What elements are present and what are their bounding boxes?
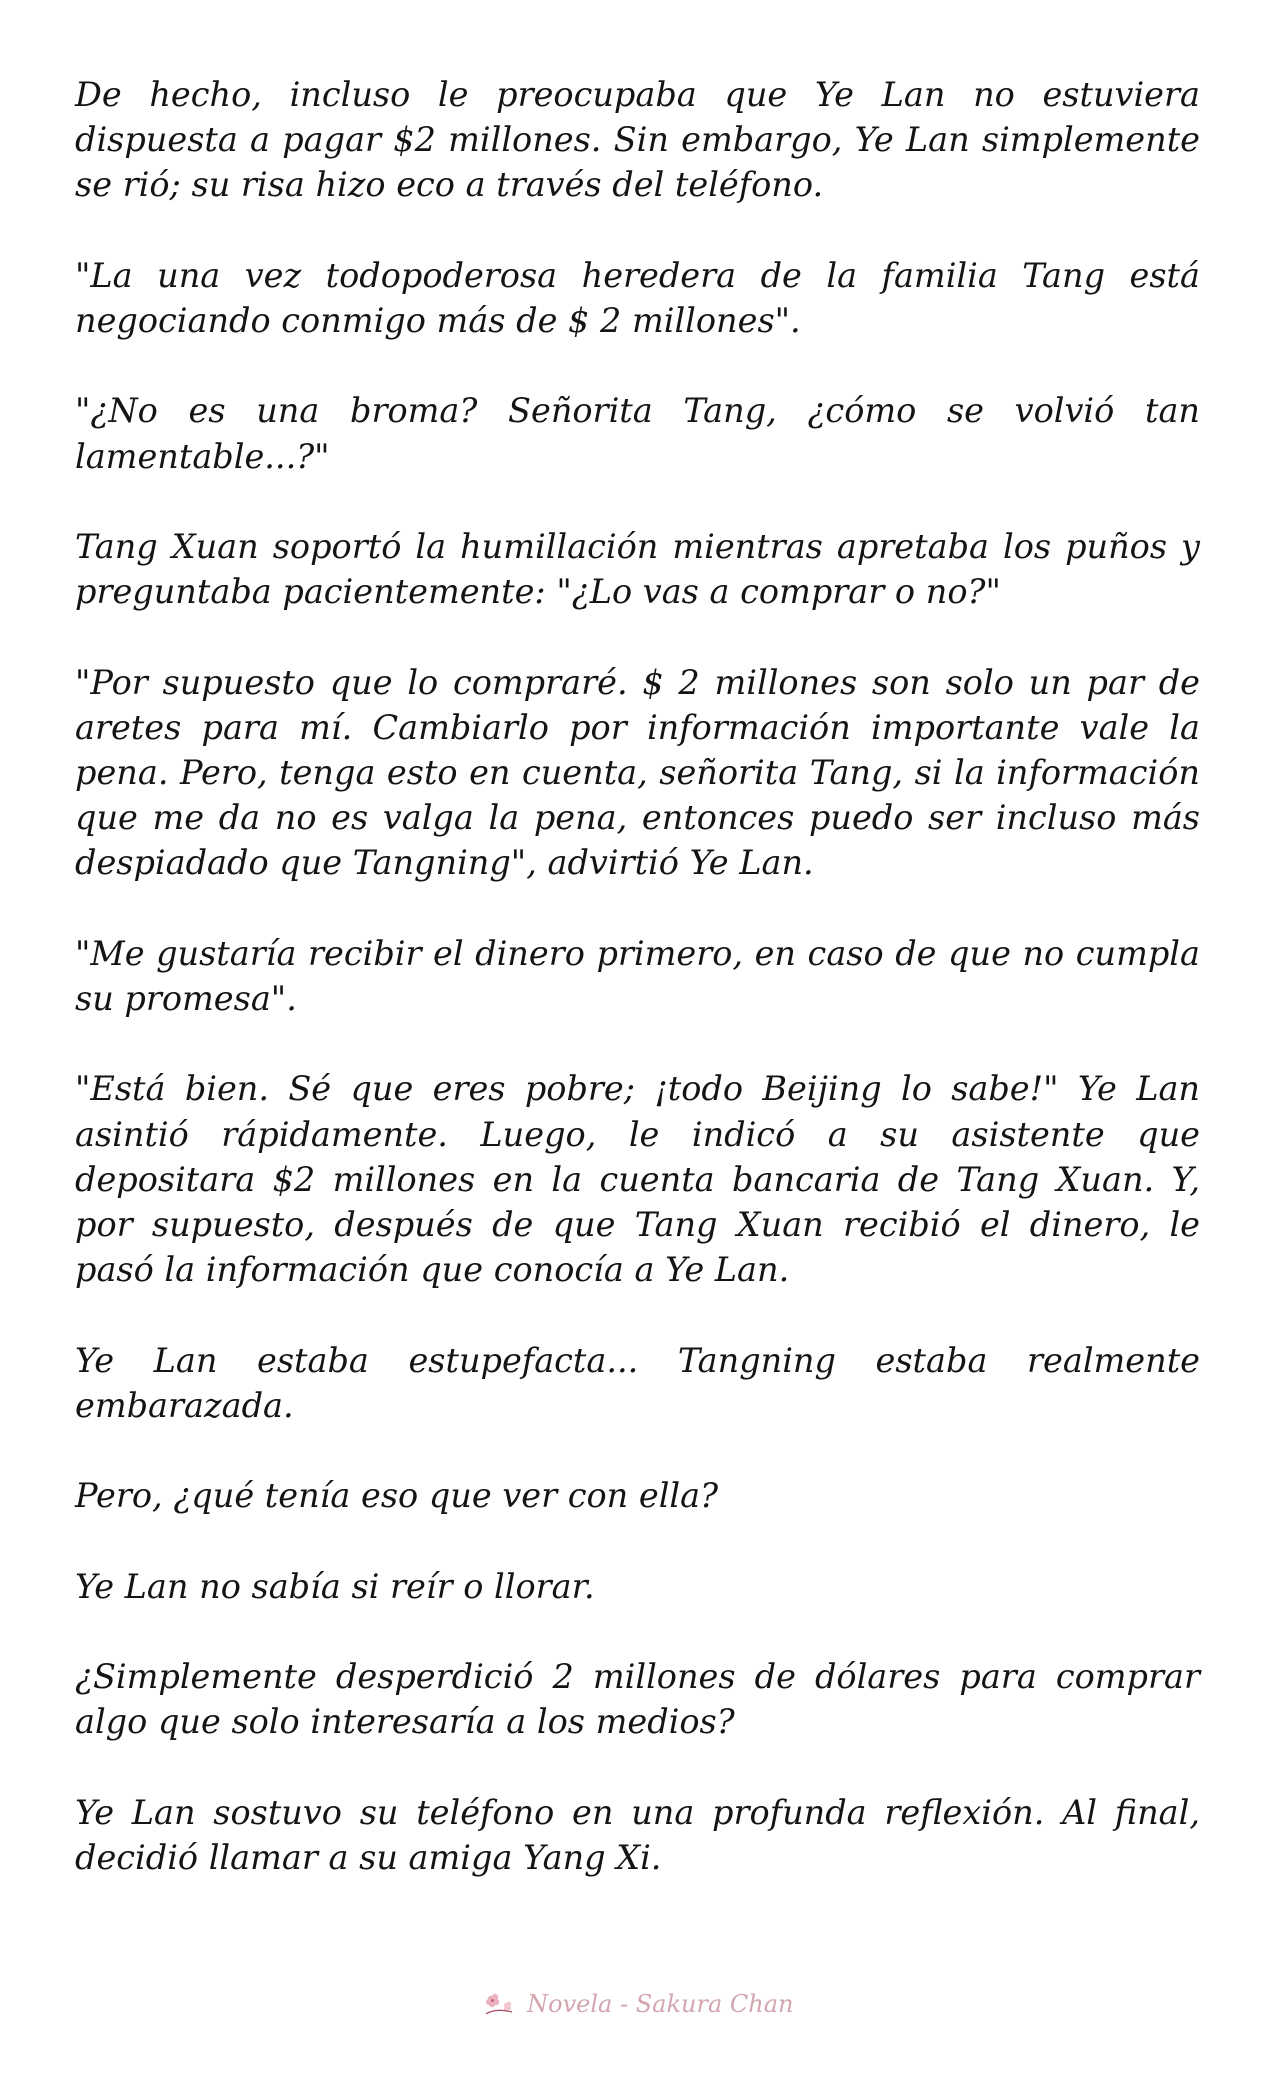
paragraph-1: De hecho, incluso le preocupaba que Ye Lan no estuviera dispuesta a pagar $2 millones. Sin embargo, Ye Lan simplemente se rió; su risa hizo eco a través del teléfono. bbox=[75, 75, 1200, 205]
paragraph-8: Ye Lan estaba estupefacta... Tangning estaba realmente embarazada. bbox=[75, 1340, 1200, 1425]
watermark-text: Novela - Sakura Chan bbox=[527, 1990, 794, 2018]
paragraph-3: "¿No es una broma? Señorita Tang, ¿cómo se volvió tan lamentable...?" bbox=[75, 391, 1200, 476]
document-body bbox=[75, 72, 1200, 1880]
paragraph-6: "Me gustaría recibir el dinero primero, en caso de que no cumpla su promesa". bbox=[75, 933, 1200, 1018]
paragraph-4: Tang Xuan soportó la humillación mientras apretaba los puños y preguntaba pacientemente: "¿Lo vas a comprar o no?" bbox=[75, 526, 1200, 612]
paragraph-10: Ye Lan no sabía si reír o llorar. bbox=[75, 1566, 595, 1606]
paragraph-5: "Por supuesto que lo compraré. $ 2 millones son solo un par de aretes para mí. Cambiarlo por información importante vale la pena. Pero, tenga esto en cuenta, señorita Tang, si la información que me da no es valga la pena, entonces puedo ser incluso más despiadado que Tangning", advirtió Ye Lan. bbox=[75, 662, 1200, 883]
paragraph-2: "La una vez todopoderosa heredera de la familia Tang está negociando conmigo más de $ 2 millones". bbox=[75, 255, 1200, 340]
paragraph-11: ¿Simplemente desperdició 2 millones de dólares para comprar algo que solo interesaría a los medios? bbox=[75, 1656, 1200, 1742]
watermark-footer bbox=[0, 1990, 1275, 2018]
paragraph-12: Ye Lan sostuvo su teléfono en una profunda reflexión. Al final, decidió llamar a su amiga Yang Xi. bbox=[75, 1792, 1200, 1877]
sakura-blossom-icon bbox=[482, 1990, 516, 2018]
paragraph-9: Pero, ¿qué tenía eso que ver con ella? bbox=[75, 1476, 719, 1516]
paragraph-7: "Está bien. Sé que eres pobre; ¡todo Beijing lo sabe!" Ye Lan asintió rápidamente. Luego, le indicó a su asistente que depositara $2 millones en la cuenta bancaria de Tang Xuan. Y, por supuesto, después de que Tang Xuan recibió el dinero, le pasó la información que conocía a Ye Lan. bbox=[75, 1069, 1200, 1290]
